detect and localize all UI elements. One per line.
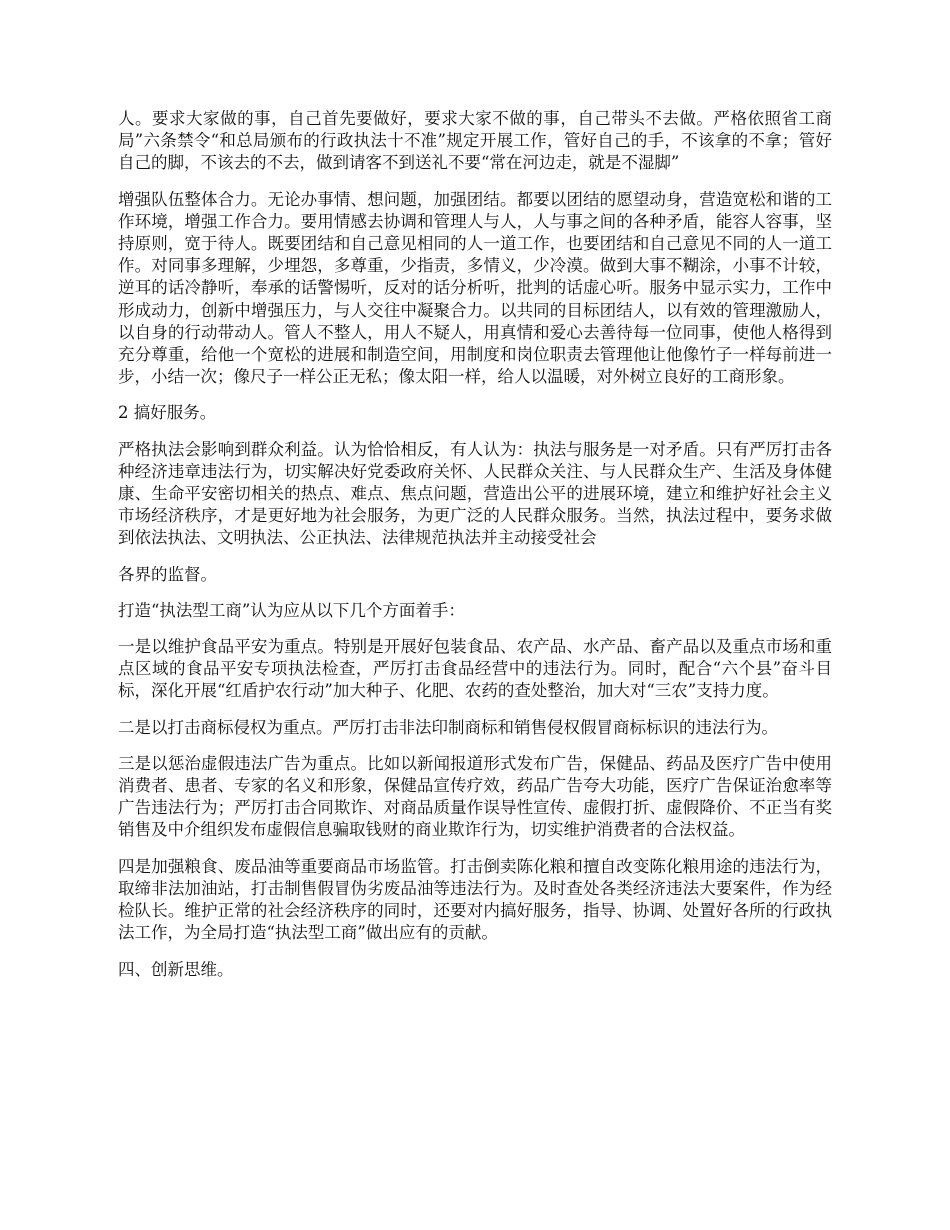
paragraph-7: 一是以维护食品平安为重点。特别是开展好包装食品、农产品、水产品、畜产品以及重点市场和重点区域的食品平安专项执法检查，严厉打击食品经营中的违法行为。同时，配合“六个县”奋斗目标，深化开展“红盾护农行动”加大种子、化肥、农药的查处整治，加大对“三农”支持力度。 [118,637,832,701]
paragraph-9: 三是以惩治虚假违法广告为重点。比如以新闻报道形式发布广告，保健品、药品及医疗广告中使用消费者、患者、专家的名义和形象，保健品宣传疗效，药品广告夸大功能，医疗广告保证治愈率等广告违法行为；严厉打击合同欺诈、对商品质量作误导性宣传、虚假打折、虚假降价、不正当有奖销售及中介组织发布虚假信息骗取钱财的商业欺诈行为，切实维护消费者的合法权益。 [118,753,832,840]
document-body [118,108,832,995]
paragraph-11: 四、创新思维。 [118,959,234,979]
paragraph-8: 二是以打击商标侵权为重点。严厉打击非法印制商标和销售侵权假冒商标标识的违法行为。 [118,717,778,737]
paragraph-4: 严格执法会影响到群众利益。认为恰恰相反，有人认为：执法与服务是一对矛盾。只有严厉打击各种经济违章违法行为，切实解决好党委政府关怀、人民群众关注、与人民群众生产、生活及身体健康、生命平安密切相关的热点、难点、焦点问题，营造出公平的进展环境，建立和维护好社会主义市场经济秩序，才是更好地为社会服务，为更广泛的人民群众服务。当然，执法过程中，要务求做到依法执法、文明执法、公正执法、法律规范执法并主动接受社会 [118,439,832,548]
paragraph-10: 四是加强粮食、废品油等重要商品市场监管。打击倒卖陈化粮和擅自改变陈化粮用途的违法行为，取缔非法加油站，打击制售假冒伪劣废品油等违法行为。及时查处各类经济违法大要案件，作为经检队长。维护正常的社会经济秩序的同时，还要对内搞好服务，指导、协调、处置好各所的行政执法工作，为全局打造“执法型工商”做出应有的贡献。 [118,856,832,943]
paragraph-2: 增强队伍整体合力。无论办事情、想问题，加强团结。都要以团结的愿望动身，营造宽松和谐的工作环境，增强工作合力。要用情感去协调和管理人与人，人与事之间的各种矛盾，能容人容事，坚持原则，宽于待人。既要团结和自己意见相同的人一道工作，也要团结和自己意见不同的人一道工作。对同事多理解，少埋怨，多尊重，少指责，多情义，少冷漠。做到大事不糊涂，小事不计较，逆耳的话冷静听，奉承的话警惕听，反对的话分析听，批判的话虚心听。服务中显示实力，工作中形成动力，创新中增强压力，与人交往中凝聚合力。以共同的目标团结人，以有效的管理激励人，以自身的行动带动人。管人不整人，用人不疑人，用真情和爱心去善待每一位同事，使他人格得到充分尊重，给他一个宽松的进展和制造空间，用制度和岗位职责去管理他让他像竹子一样每前进一步，小结一次；像尺子一样公正无私；像太阳一样，给人以温暖，对外树立良好的工商形象。 [118,189,832,387]
paragraph-5: 各界的监督。 [118,564,217,584]
paragraph-1: 人。要求大家做的事，自己首先要做好，要求大家不做的事，自己带头不去做。严格依照省工商局”六条禁令“和总局颁布的行政执法十不准”规定开展工作，管好自己的手，不该拿的不拿；管好自己的脚，不该去的不去，做到请客不到送礼不要“常在河边走，就是不湿脚” [118,109,832,173]
paragraph-6: 打造“执法型工商”认为应从以下几个方面着手： [118,600,465,620]
paragraph-3: 2 搞好服务。 [118,403,217,423]
